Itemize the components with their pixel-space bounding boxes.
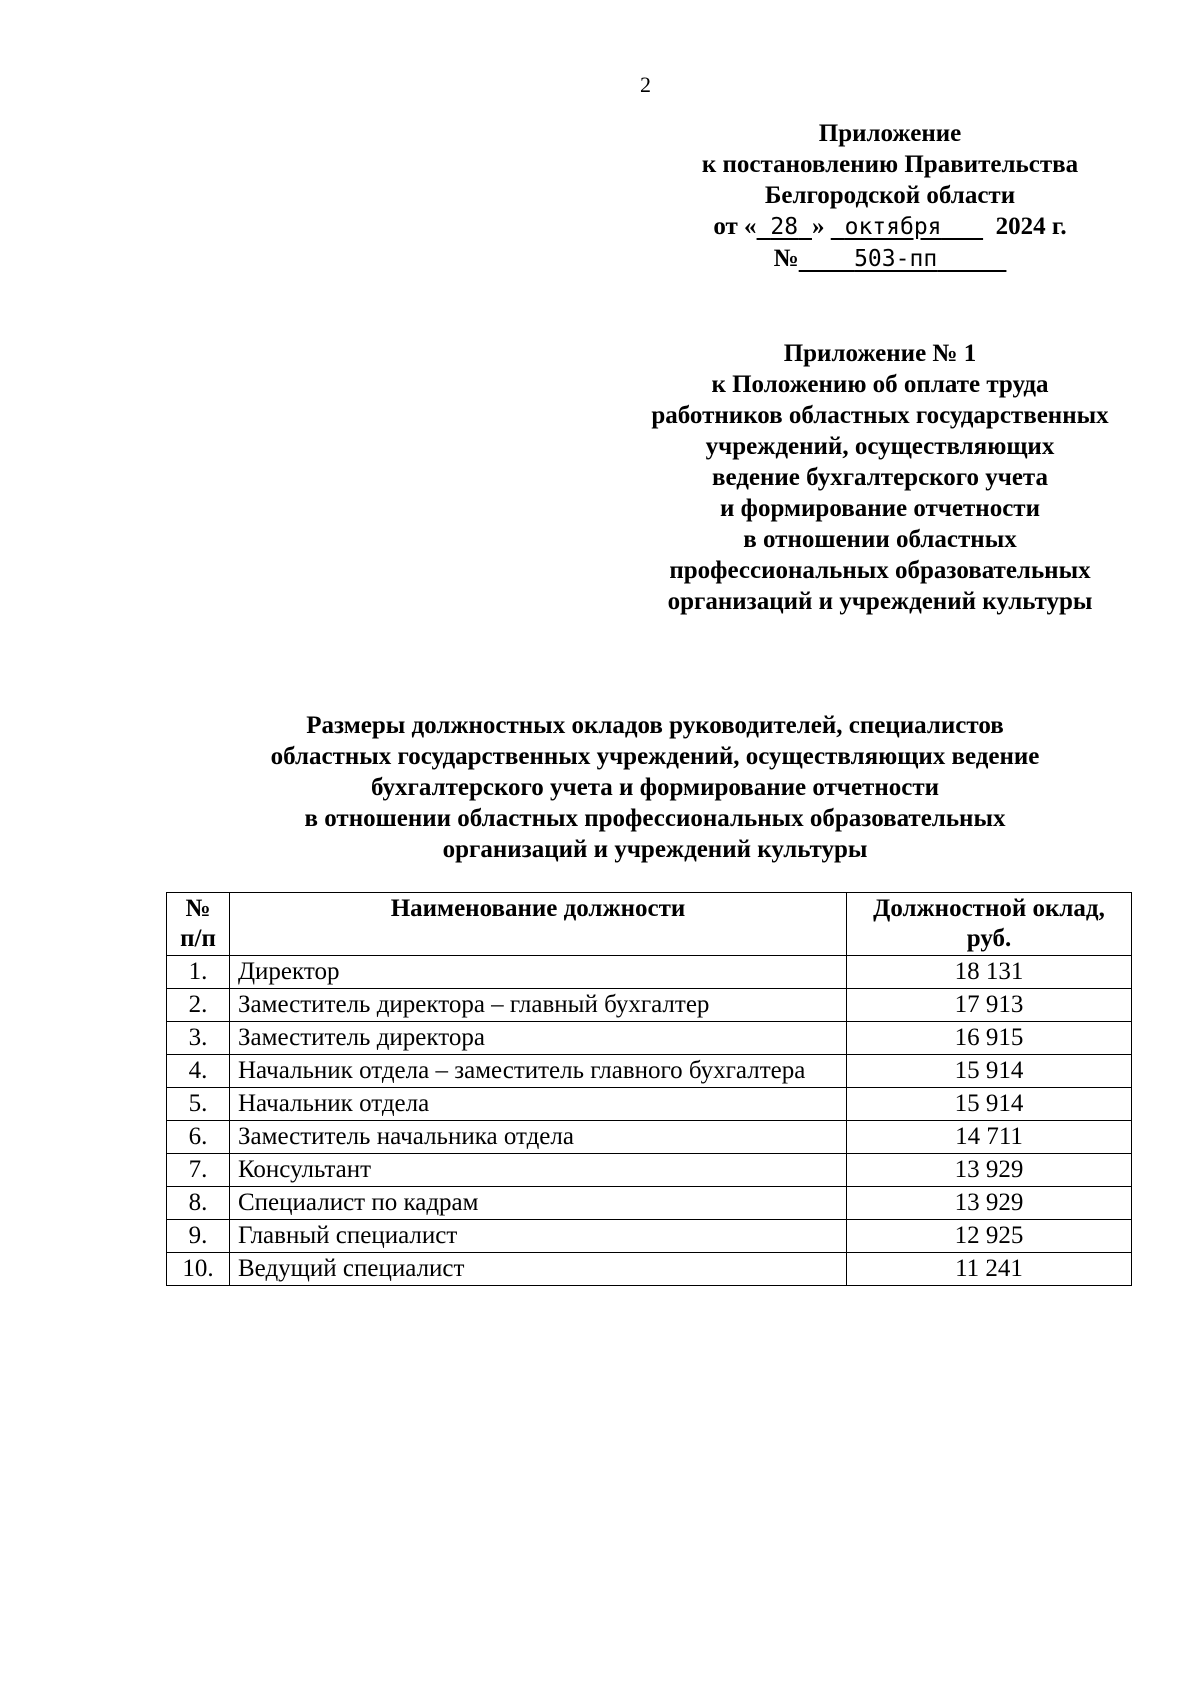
title-line: организаций и учреждений культуры [442,836,868,863]
regulation-line: ведение бухгалтерского учета [711,464,1049,491]
table-header-row [167,893,1132,956]
row-number: 7. [167,1154,230,1187]
regulation-line: Приложение № 1 [783,340,977,367]
table-row [167,1220,1132,1253]
header-position-name: Наименование должности [230,893,847,956]
salary-value: 16 915 [847,1022,1132,1055]
table-row [167,1253,1132,1286]
row-number: 8. [167,1187,230,1220]
table-row [167,1154,1132,1187]
row-number: 6. [167,1121,230,1154]
position-name: Специалист по кадрам [230,1187,847,1220]
table-row [167,1022,1132,1055]
salary-table [166,892,1132,1286]
position-name: Заместитель начальника отдела [230,1121,847,1154]
header-number: № п/п [167,893,230,956]
position-name: Главный специалист [230,1220,847,1253]
row-number: 2. [167,989,230,1022]
position-name: Консультант [230,1154,847,1187]
regulation-line: и формирование отчетности [720,495,1040,522]
title-line: Размеры должностных окладов руководителей, специалистов [306,712,1004,739]
header-salary: Должностной оклад, руб. [847,893,1132,956]
table-row [167,1088,1132,1121]
salary-value: 18 131 [847,956,1132,989]
date-year: 2024 г. [995,213,1067,240]
title-line: областных государственных учреждений, осуществляющих ведение [270,743,1040,770]
table-row [167,956,1132,989]
appendix-regulation-header [620,338,1140,617]
regulation-line: работников областных государственных [651,402,1109,429]
appendix-date-line [660,211,1120,243]
row-number: 4. [167,1055,230,1088]
regulation-line: к Положению об оплате труда [711,371,1049,398]
table-row [167,1121,1132,1154]
appendix-resolution-line: к постановлению Правительства [701,151,1079,178]
table-row [167,1187,1132,1220]
document-number: 503-пп [854,246,938,272]
date-month: октября [844,214,942,240]
document-title [200,710,1110,865]
row-number: 3. [167,1022,230,1055]
salary-value: 15 914 [847,1055,1132,1088]
date-mid: » [811,213,825,240]
appendix-number-line [660,243,1120,275]
position-name: Начальник отдела – заместитель главного бухгалтера [230,1055,847,1088]
salary-value: 12 925 [847,1220,1132,1253]
position-name: Начальник отдела [230,1088,847,1121]
row-number: 9. [167,1220,230,1253]
salary-value: 14 711 [847,1121,1132,1154]
date-day: 28 [770,214,799,240]
appendix-title: Приложение [818,120,962,147]
table-row [167,1055,1132,1088]
title-line: бухгалтерского учета и формирование отчетности [370,774,940,801]
salary-value: 13 929 [847,1187,1132,1220]
salary-value: 13 929 [847,1154,1132,1187]
appendix-header [660,118,1120,275]
row-number: 1. [167,956,230,989]
salary-value: 11 241 [847,1253,1132,1286]
table-row [167,989,1132,1022]
salary-value: 17 913 [847,989,1132,1022]
regulation-line: профессиональных образовательных [669,557,1091,584]
regulation-line: организаций и учреждений культуры [667,588,1093,615]
position-name: Заместитель директора [230,1022,847,1055]
date-prefix: от « [713,213,757,240]
position-name: Заместитель директора – главный бухгалтер [230,989,847,1022]
position-name: Ведущий специалист [230,1253,847,1286]
regulation-line: в отношении областных [743,526,1017,553]
position-name: Директор [230,956,847,989]
salary-value: 15 914 [847,1088,1132,1121]
appendix-region-line: Белгородской области [764,182,1016,209]
page-number: 2 [640,72,651,97]
row-number: 10. [167,1253,230,1286]
title-line: в отношении областных профессиональных образовательных [304,805,1006,832]
regulation-line: учреждений, осуществляющих [705,433,1055,460]
row-number: 5. [167,1088,230,1121]
number-prefix: № [773,245,799,272]
